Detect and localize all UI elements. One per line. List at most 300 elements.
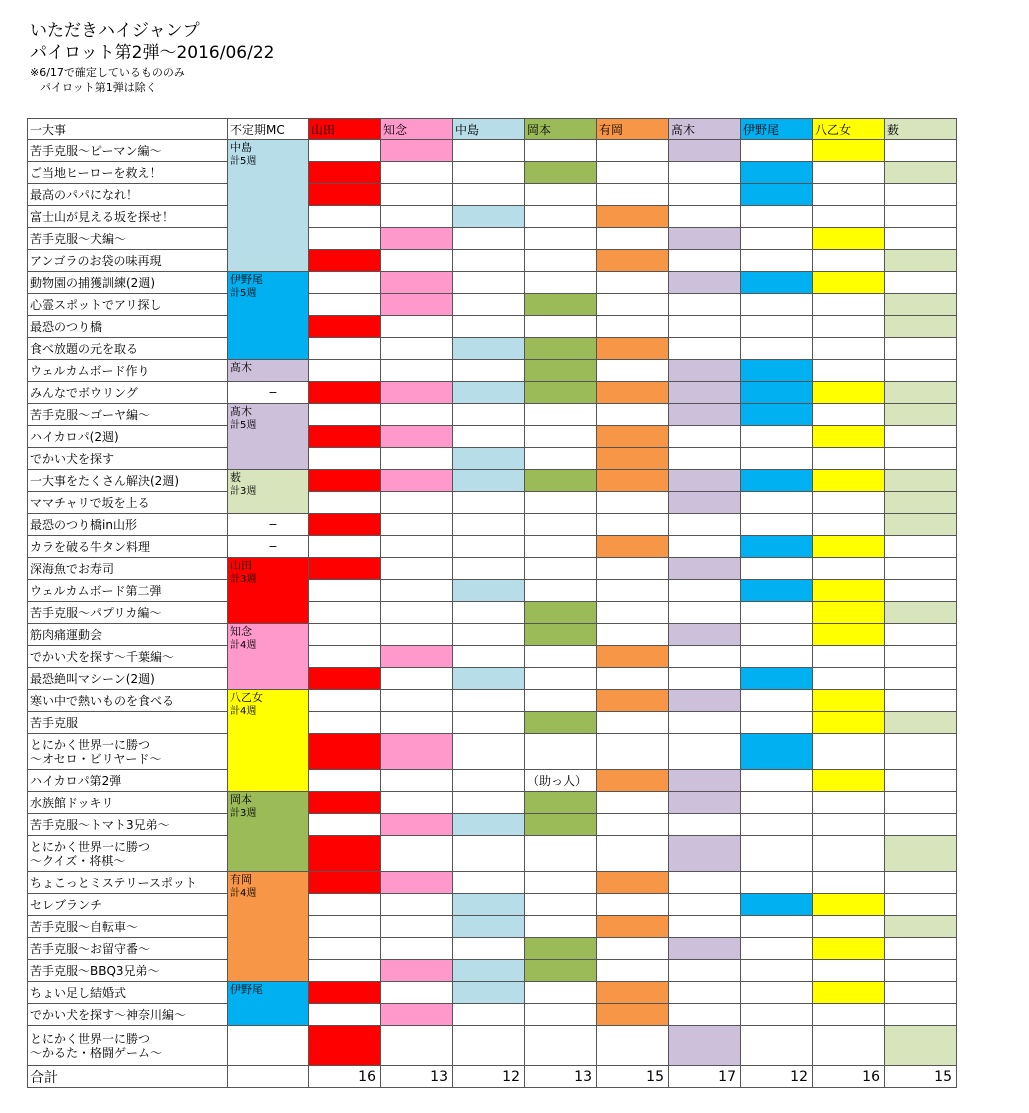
appearance-cell (741, 140, 813, 162)
total-value: 17 (669, 1066, 741, 1088)
appearance-cell (669, 712, 741, 734)
appearance-cell (669, 426, 741, 448)
appearance-cell (813, 1004, 885, 1026)
appearance-cell (669, 492, 741, 514)
mc-name: − (268, 518, 278, 531)
appearance-cell (597, 360, 669, 382)
appearance-cell (309, 206, 381, 228)
table-row (28, 338, 957, 360)
appearance-cell (525, 448, 597, 470)
appearance-cell (381, 938, 453, 960)
appearance-cell (381, 360, 453, 382)
appearance-cell (885, 712, 957, 734)
appearance-cell (597, 514, 669, 536)
appearance-cell (525, 872, 597, 894)
appearance-cell (525, 712, 597, 734)
episode-title: ハイカロパ第2弾 (28, 770, 228, 792)
appearance-cell (381, 272, 453, 294)
appearance-cell (525, 916, 597, 938)
appearance-cell (453, 448, 525, 470)
appearance-cell (813, 792, 885, 814)
column-header: 岡本 (525, 119, 597, 140)
appearance-cell (597, 140, 669, 162)
appearance-cell (885, 250, 957, 272)
appearance-cell (741, 448, 813, 470)
appearance-cell (597, 668, 669, 690)
appearance-cell (741, 646, 813, 668)
appearance-cell (309, 492, 381, 514)
appearance-cell (597, 492, 669, 514)
mc-name: 山田 (230, 559, 252, 572)
appearance-cell (885, 1004, 957, 1026)
appearance-cell (381, 624, 453, 646)
total-label: 合計 (28, 1066, 228, 1088)
appearance-cell (309, 770, 381, 792)
appearance-cell (885, 982, 957, 1004)
column-header: 不定期MC (228, 119, 309, 140)
appearance-cell (885, 448, 957, 470)
appearance-cell (453, 492, 525, 514)
appearance-cell (525, 792, 597, 814)
appearance-cell (885, 426, 957, 448)
appearance-cell (813, 836, 885, 872)
episode-title: 深海魚でお寿司 (28, 558, 228, 580)
appearance-cell (381, 792, 453, 814)
appearance-cell (741, 250, 813, 272)
appearance-cell (669, 580, 741, 602)
mc-name: 岡本 (230, 793, 252, 806)
appearance-cell (597, 602, 669, 624)
appearance-cell (381, 1004, 453, 1026)
mc-cell (228, 470, 309, 514)
table-row (28, 894, 957, 916)
appearance-cell (309, 668, 381, 690)
column-header: 知念 (381, 119, 453, 140)
appearance-cell (453, 960, 525, 982)
appearance-cell (813, 624, 885, 646)
appearance-cell (813, 162, 885, 184)
appearance-cell (453, 250, 525, 272)
appearance-cell (381, 294, 453, 316)
appearance-cell (813, 734, 885, 770)
appearance-cell (453, 228, 525, 250)
appearance-cell (741, 792, 813, 814)
appearance-cell (669, 316, 741, 338)
appearance-cell (309, 448, 381, 470)
episode-title: 水族館ドッキリ (28, 792, 228, 814)
appearance-cell (741, 814, 813, 836)
appearance-cell (525, 206, 597, 228)
column-header: 有岡 (597, 119, 669, 140)
appearance-cell (453, 690, 525, 712)
episode-title: 苦手克服〜自転車〜 (28, 916, 228, 938)
appearance-cell (309, 894, 381, 916)
appearance-cell (309, 646, 381, 668)
appearance-cell (669, 792, 741, 814)
appearance-cell (381, 916, 453, 938)
episode-title: とにかく世界一に勝つ 〜オセロ・ビリヤード〜 (28, 734, 228, 770)
mc-cell (228, 382, 309, 404)
appearance-cell (885, 228, 957, 250)
appearance-cell (597, 558, 669, 580)
table-row (28, 836, 957, 872)
appearance-cell (453, 872, 525, 894)
table-row (28, 272, 957, 294)
appearance-cell (741, 162, 813, 184)
appearance-cell (669, 470, 741, 492)
appearance-cell (669, 960, 741, 982)
appearance-cell (669, 836, 741, 872)
appearance-cell (453, 382, 525, 404)
appearance-cell (669, 894, 741, 916)
episode-title: セレブランチ (28, 894, 228, 916)
appearance-cell (885, 140, 957, 162)
header-row (28, 119, 957, 140)
appearance-cell (597, 960, 669, 982)
appearance-cell (309, 272, 381, 294)
appearance-cell (381, 558, 453, 580)
appearance-cell (381, 316, 453, 338)
episode-title: でかい犬を探す (28, 448, 228, 470)
appearance-cell (741, 426, 813, 448)
episode-title: 苦手克服〜犬編〜 (28, 228, 228, 250)
appearance-cell (453, 580, 525, 602)
episode-title: 苦手克服〜お留守番〜 (28, 938, 228, 960)
appearance-cell (453, 646, 525, 668)
appearance-cell (669, 140, 741, 162)
appearance-cell (453, 360, 525, 382)
appearance-cell (453, 938, 525, 960)
appearance-cell (741, 624, 813, 646)
appearance-cell (885, 646, 957, 668)
appearance-cell (813, 140, 885, 162)
appearance-cell (813, 982, 885, 1004)
table-row (28, 872, 957, 894)
episode-title: 苦手克服 (28, 712, 228, 734)
appearance-cell (597, 162, 669, 184)
appearance-cell (669, 982, 741, 1004)
appearance-cell (597, 338, 669, 360)
table-row (28, 514, 957, 536)
appearance-cell (885, 272, 957, 294)
appearance-cell (381, 492, 453, 514)
appearance-cell (741, 1026, 813, 1066)
column-header: 山田 (309, 119, 381, 140)
appearance-cell (813, 448, 885, 470)
appearance-cell (669, 734, 741, 770)
sheet-subtitle: パイロット第2弾〜2016/06/22 (30, 43, 275, 63)
appearance-cell (597, 580, 669, 602)
appearance-cell (309, 294, 381, 316)
appearance-cell (813, 492, 885, 514)
appearance-cell (381, 770, 453, 792)
appearance-cell (741, 536, 813, 558)
appearance-cell (885, 814, 957, 836)
appearance-cell (669, 916, 741, 938)
appearance-cell (453, 338, 525, 360)
episode-title: ハイカロパ(2週) (28, 426, 228, 448)
appearance-cell (309, 734, 381, 770)
appearance-cell (885, 602, 957, 624)
table-row (28, 184, 957, 206)
episode-title: 苦手克服〜BBQ3兄弟〜 (28, 960, 228, 982)
mc-week-count: 計4週 (230, 706, 257, 717)
appearance-cell (525, 624, 597, 646)
appearance-cell (597, 536, 669, 558)
table-row (28, 536, 957, 558)
appearance-cell (309, 814, 381, 836)
appearance-cell (813, 938, 885, 960)
appearance-cell (813, 872, 885, 894)
appearance-cell (597, 294, 669, 316)
appearance-cell (381, 470, 453, 492)
table-row (28, 228, 957, 250)
appearance-cell (381, 836, 453, 872)
appearance-cell (813, 814, 885, 836)
appearance-cell (381, 734, 453, 770)
appearance-cell (597, 770, 669, 792)
episode-title: 最恐絶叫マシーン(2週) (28, 668, 228, 690)
appearance-cell (525, 338, 597, 360)
appearance-cell (813, 426, 885, 448)
appearance-cell (309, 602, 381, 624)
appearance-cell (885, 1026, 957, 1066)
mc-cell (228, 360, 309, 382)
appearance-cell (525, 250, 597, 272)
total-value: 12 (453, 1066, 525, 1088)
appearance-cell (669, 558, 741, 580)
table-row (28, 140, 957, 162)
episode-title: とにかく世界一に勝つ 〜クイズ・将棋〜 (28, 836, 228, 872)
appearance-cell (885, 938, 957, 960)
appearance-cell (525, 162, 597, 184)
appearance-cell (453, 602, 525, 624)
mc-name: 伊野尾 (230, 983, 263, 996)
appearance-cell (597, 916, 669, 938)
appearance-cell (453, 162, 525, 184)
episode-title: カラを破る牛タン料理 (28, 536, 228, 558)
episode-title: 寒い中で熱いものを食べる (28, 690, 228, 712)
appearance-cell (597, 404, 669, 426)
table-row (28, 712, 957, 734)
appearance-cell (669, 448, 741, 470)
appearance-cell (453, 668, 525, 690)
appearance-cell (525, 602, 597, 624)
appearance-cell (381, 982, 453, 1004)
table-row (28, 360, 957, 382)
table-row (28, 916, 957, 938)
mc-cell (228, 872, 309, 982)
appearance-cell (525, 492, 597, 514)
appearance-cell (525, 184, 597, 206)
appearance-cell (453, 734, 525, 770)
appearance-cell (525, 894, 597, 916)
appearance-cell (741, 938, 813, 960)
column-header: 中島 (453, 119, 525, 140)
appearance-cell (597, 228, 669, 250)
appearance-cell (309, 712, 381, 734)
appearance-cell (309, 404, 381, 426)
appearance-cell (525, 734, 597, 770)
episode-title: 苦手克服〜ピーマン編〜 (28, 140, 228, 162)
appearance-cell (525, 938, 597, 960)
appearance-cell (309, 228, 381, 250)
appearance-cell (597, 272, 669, 294)
mc-name: − (268, 540, 278, 553)
appearance-cell (813, 250, 885, 272)
table-row (28, 470, 957, 492)
appearance-cell (813, 960, 885, 982)
appearance-cell (309, 938, 381, 960)
appearance-cell (309, 426, 381, 448)
total-value: 15 (597, 1066, 669, 1088)
appearance-cell (453, 184, 525, 206)
appearance-cell (741, 272, 813, 294)
appearance-cell (669, 404, 741, 426)
appearance-cell (597, 982, 669, 1004)
appearance-cell (597, 792, 669, 814)
mc-week-count: 計3週 (230, 486, 257, 497)
appearance-cell (309, 580, 381, 602)
appearance-cell (597, 316, 669, 338)
appearance-cell (885, 294, 957, 316)
total-value: 16 (813, 1066, 885, 1088)
appearance-cell (525, 382, 597, 404)
total-value: 16 (309, 1066, 381, 1088)
mc-week-count: 計5週 (230, 288, 257, 299)
appearance-cell (885, 770, 957, 792)
appearance-cell (669, 646, 741, 668)
table-row (28, 668, 957, 690)
table-row (28, 770, 957, 792)
appearance-cell (453, 536, 525, 558)
appearance-cell (597, 206, 669, 228)
appearance-cell (309, 982, 381, 1004)
appearance-cell (813, 580, 885, 602)
appearance-cell (309, 338, 381, 360)
mc-name: 知念 (230, 625, 252, 638)
appearance-cell (309, 960, 381, 982)
appearance-cell (453, 624, 525, 646)
appearance-cell (453, 792, 525, 814)
appearance-cell (885, 184, 957, 206)
appearance-cell (669, 690, 741, 712)
appearance-cell (309, 470, 381, 492)
appearance-cell (885, 960, 957, 982)
appearance-cell (885, 690, 957, 712)
appearance-cell (813, 272, 885, 294)
appearance-cell (741, 492, 813, 514)
appearance-cell (309, 836, 381, 872)
appearance-cell (741, 836, 813, 872)
appearance-cell (381, 338, 453, 360)
appearance-cell (525, 272, 597, 294)
appearance-cell (669, 624, 741, 646)
episode-title: 最恐のつり橋in山形 (28, 514, 228, 536)
appearance-cell (885, 668, 957, 690)
appearance-cell (525, 294, 597, 316)
column-header: 髙木 (669, 119, 741, 140)
appearance-cell (597, 1004, 669, 1026)
appearance-cell (453, 836, 525, 872)
appearance-cell (309, 690, 381, 712)
appearance-cell (453, 404, 525, 426)
appearance-cell (813, 602, 885, 624)
mc-name: 有岡 (230, 873, 252, 886)
appearance-cell (453, 770, 525, 792)
episode-title: 一大事をたくさん解決(2週) (28, 470, 228, 492)
appearance-cell (525, 646, 597, 668)
appearance-cell (453, 206, 525, 228)
appearance-cell (381, 140, 453, 162)
appearance-cell (741, 668, 813, 690)
column-header: 薮 (885, 119, 957, 140)
appearance-cell (309, 536, 381, 558)
appearance-cell (597, 250, 669, 272)
mc-cell (228, 558, 309, 624)
appearance-cell (381, 404, 453, 426)
appearance-cell (525, 558, 597, 580)
appearance-cell (741, 558, 813, 580)
appearance-cell (885, 470, 957, 492)
appearance-cell (669, 294, 741, 316)
mc-cell (228, 624, 309, 690)
appearance-cell (669, 814, 741, 836)
sheet-header (30, 20, 274, 95)
appearance-cell (309, 558, 381, 580)
appearance-cell (885, 536, 957, 558)
episode-title: 最高のパパになれ！ (28, 184, 228, 206)
appearance-cell (741, 734, 813, 770)
appearance-cell (309, 316, 381, 338)
appearance-cell (741, 580, 813, 602)
mc-cell (228, 1026, 309, 1066)
table-row (28, 448, 957, 470)
appearance-cell (453, 514, 525, 536)
appearance-cell (597, 448, 669, 470)
appearance-cell (309, 360, 381, 382)
mc-week-count: 計5週 (230, 420, 257, 431)
appearance-cell (453, 558, 525, 580)
table-row (28, 814, 957, 836)
appearance-cell (525, 982, 597, 1004)
appearance-cell (597, 712, 669, 734)
appearance-cell (741, 514, 813, 536)
appearance-cell (525, 470, 597, 492)
table-row (28, 382, 957, 404)
appearance-cell (885, 514, 957, 536)
appearance-cell (453, 894, 525, 916)
mc-cell (228, 982, 309, 1026)
table-row (28, 734, 957, 770)
appearance-cell (813, 404, 885, 426)
appearance-cell (381, 536, 453, 558)
episode-title: とにかく世界一に勝つ 〜かるた・格闘ゲーム〜 (28, 1026, 228, 1066)
appearance-cell (309, 382, 381, 404)
appearance-cell (885, 404, 957, 426)
appearance-cell (309, 872, 381, 894)
appearance-cell (381, 1026, 453, 1066)
episode-title: ご当地ヒーローを救え！ (28, 162, 228, 184)
mc-cell (228, 514, 309, 536)
appearance-cell (381, 228, 453, 250)
appearance-cell (597, 734, 669, 770)
appearance-cell (741, 184, 813, 206)
appearance-cell (381, 668, 453, 690)
appearance-cell (525, 580, 597, 602)
table-row (28, 602, 957, 624)
appearance-cell (669, 382, 741, 404)
